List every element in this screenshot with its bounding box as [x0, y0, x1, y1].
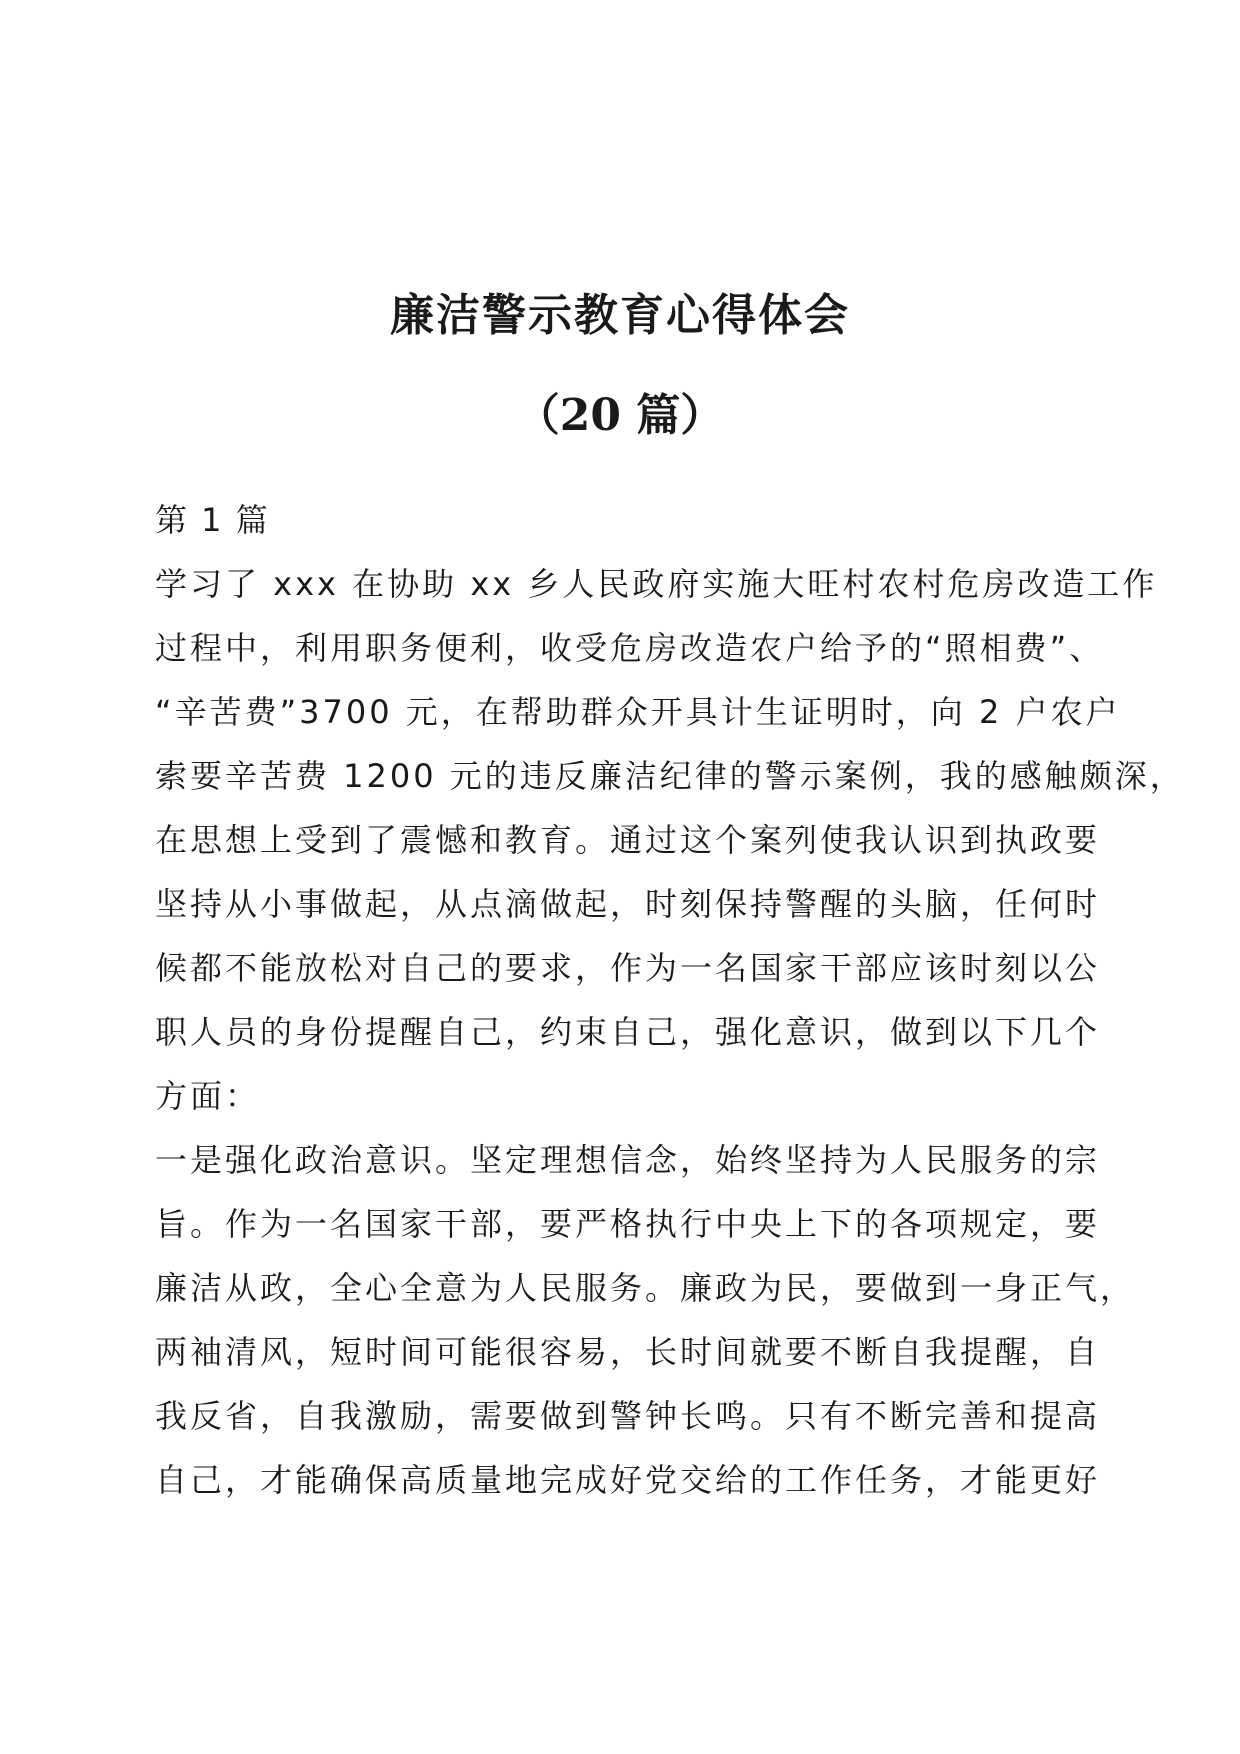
paragraph-line: 职人员的身份提醒自己，约束自己，强化意识，做到以下几个	[155, 1013, 1101, 1051]
section-heading: 第 1 篇	[155, 501, 270, 539]
paragraph-line: 旨。作为一名国家干部，要严格执行中央上下的各项规定，要	[155, 1205, 1101, 1243]
paragraph-line: 在思想上受到了震憾和教育。通过这个案列使我认识到执政要	[155, 821, 1101, 859]
paragraph-line: 两袖清风，短时间可能很容易，长时间就要不断自我提醒，自	[155, 1333, 1101, 1371]
paragraph-line: “辛苦费”3700 元，在帮助群众开具计生证明时，向 2 户农户	[155, 693, 1121, 731]
paragraph-line: 一是强化政治意识。坚定理想信念，始终坚持为人民服务的宗	[155, 1141, 1101, 1179]
paragraph-line: 学习了 xxx 在协助 xx 乡人民政府实施大旺村农村危房改造工作	[155, 565, 1158, 603]
paragraph-line: 方面：	[155, 1077, 261, 1115]
document-title: 廉洁警示教育心得体会	[390, 290, 850, 341]
paragraph-line: 坚持从小事做起，从点滴做起，时刻保持警醒的头脑，任何时	[155, 885, 1101, 923]
paragraph-1	[155, 552, 1185, 1128]
document-body	[155, 488, 1185, 1512]
paragraph-line: 我反省，自我激励，需要做到警钟长鸣。只有不断完善和提高	[155, 1397, 1101, 1435]
paragraph-line: 索要辛苦费 1200 元的违反廉洁纪律的警示案例，我的感触颇深，	[155, 757, 1185, 795]
document-subtitle: （20 篇）	[515, 390, 725, 441]
paragraph-2	[155, 1128, 1136, 1512]
paragraph-line: 廉洁从政，全心全意为人民服务。廉政为民，要做到一身正气，	[155, 1269, 1136, 1307]
paragraph-line: 候都不能放松对自己的要求，作为一名国家干部应该时刻以公	[155, 949, 1101, 987]
paragraph-line: 自己，才能确保高质量地完成好党交给的工作任务，才能更好	[155, 1461, 1101, 1499]
paragraph-line: 过程中，利用职务便利，收受危房改造农户给予的“照相费”、	[155, 629, 1105, 667]
